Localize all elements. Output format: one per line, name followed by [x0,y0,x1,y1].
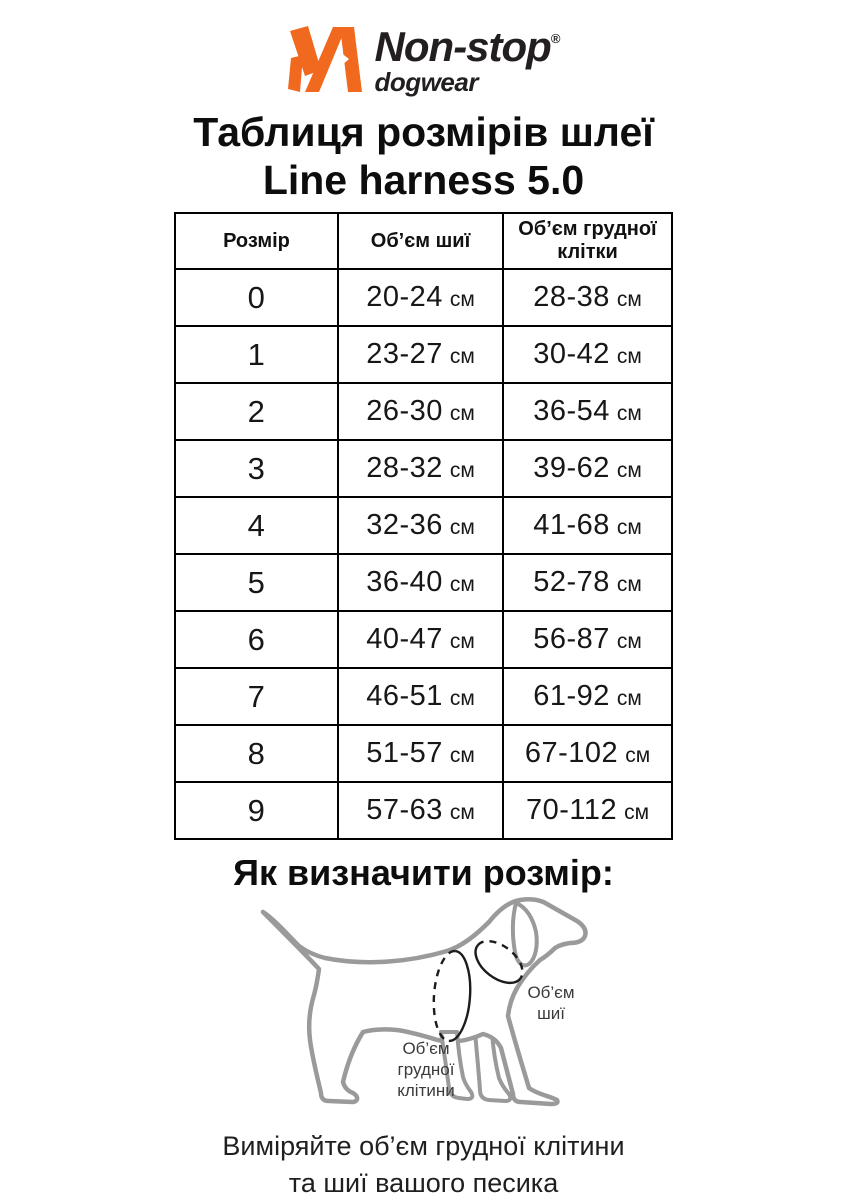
brand-logo [0,23,847,97]
size-cell: 7 [175,668,338,725]
size-table-row [175,269,672,326]
size-cell: 2 [175,383,338,440]
size-table-row [175,554,672,611]
size-table [174,212,673,840]
registered-mark: ® [550,31,560,46]
chest-cell: 52-78 см [503,554,672,611]
neck-cell: 46-51 см [338,668,503,725]
page-title-line1: Таблиця розмірів шлеї [193,109,654,155]
header-neck: Об’єм шиї [338,213,503,269]
measuring-instruction-line2: та шиї вашого песика [288,1168,559,1198]
chest-cell: 30-42 см [503,326,672,383]
chest-cell: 67-102 см [503,725,672,782]
brand-name: Non-stop® [374,23,560,70]
size-table-header-row [175,213,672,269]
chest-cell: 28-38 см [503,269,672,326]
neck-cell: 36-40 см [338,554,503,611]
dog-measure-illustration [225,890,650,1128]
guide-heading: Як визначити розмір: [233,852,614,893]
size-table-row [175,440,672,497]
chest-cell: 56-87 см [503,611,672,668]
size-table-body [175,269,672,839]
size-cell: 8 [175,725,338,782]
size-cell: 6 [175,611,338,668]
size-cell: 3 [175,440,338,497]
header-size: Розмір [175,213,338,269]
chest-cell: 41-68 см [503,497,672,554]
chest-cell: 61-92 см [503,668,672,725]
header-chest: Об’єм грудної клітки [503,213,672,269]
brand-wordmark [374,23,560,97]
chest-cell: 39-62 см [503,440,672,497]
neck-cell: 51-57 см [338,725,503,782]
nonstop-n-monogram-icon [288,26,362,92]
page-title [0,108,847,204]
size-table-row [175,326,672,383]
neck-cell: 28-32 см [338,440,503,497]
measuring-instruction [0,1128,847,1202]
measuring-instruction-line1: Виміряйте об’єм грудної клітини [222,1131,625,1161]
neck-cell: 57-63 см [338,782,503,839]
neck-cell: 40-47 см [338,611,503,668]
size-table-row [175,725,672,782]
size-table-row [175,668,672,725]
size-cell: 0 [175,269,338,326]
size-table-row [175,497,672,554]
neck-cell: 32-36 см [338,497,503,554]
size-cell: 1 [175,326,338,383]
neck-cell: 26-30 см [338,383,503,440]
neck-measure-label: Об’єм шиї [527,983,575,1023]
chest-cell: 36-54 см [503,383,672,440]
neck-cell: 23-27 см [338,326,503,383]
size-cell: 5 [175,554,338,611]
size-cell: 4 [175,497,338,554]
neck-cell: 20-24 см [338,269,503,326]
size-cell: 9 [175,782,338,839]
chest-cell: 70-112 см [503,782,672,839]
size-table-row [175,611,672,668]
page-title-line2: Line harness 5.0 [262,157,585,203]
size-table-row [175,383,672,440]
size-table-row [175,782,672,839]
chest-measure-label: Об’єм грудної клітини [397,1039,455,1100]
brand-sub-name: dogwear [374,67,478,97]
